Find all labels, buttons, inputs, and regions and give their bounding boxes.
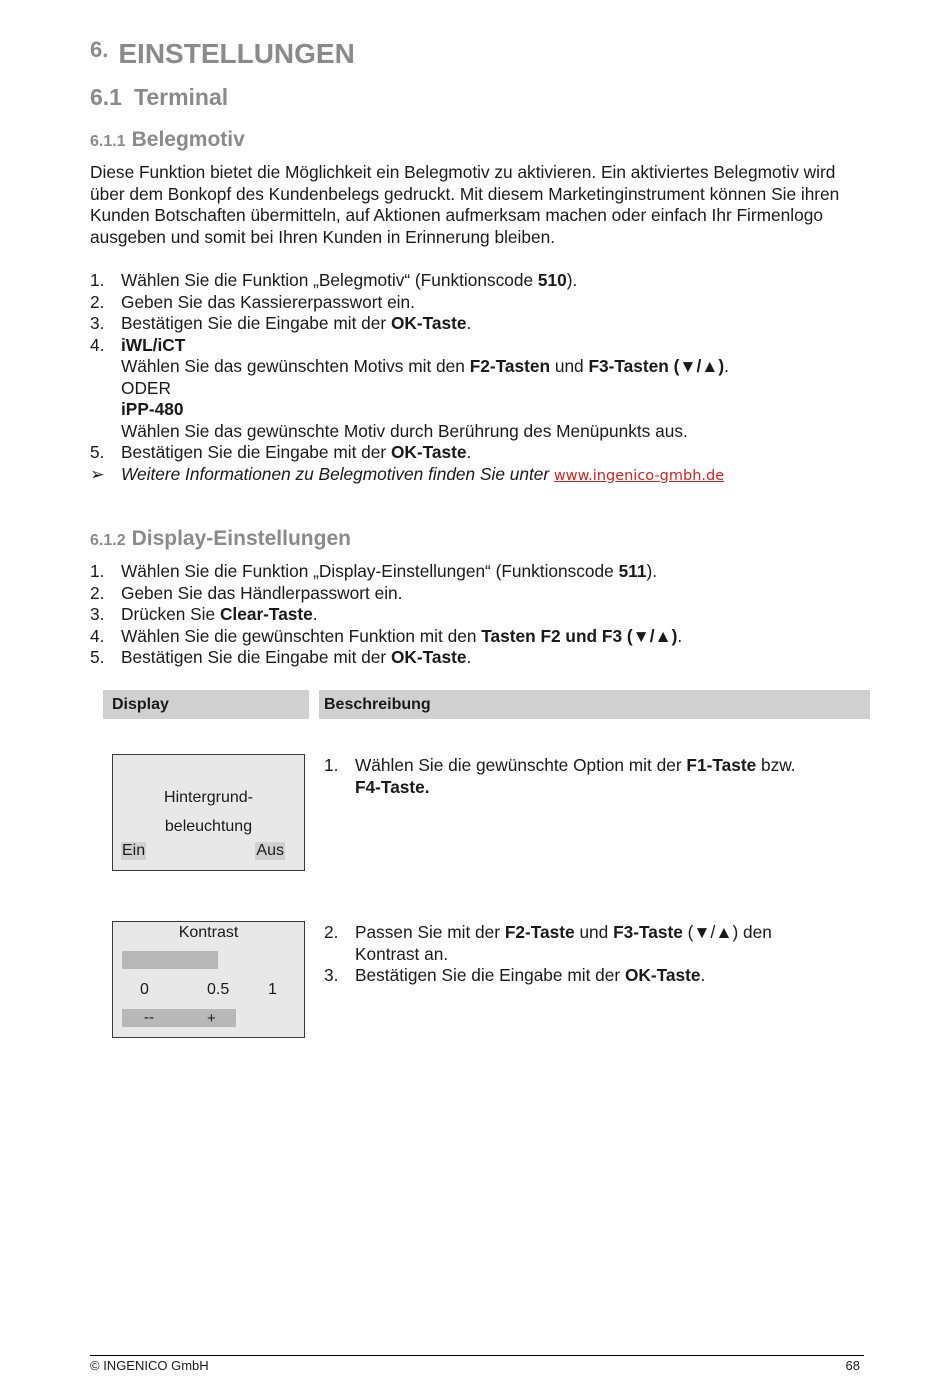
step-number: 4. xyxy=(90,625,105,646)
step-number: 3. xyxy=(90,604,105,624)
step-text-end: . xyxy=(466,647,472,667)
key-name: OK-Taste xyxy=(390,442,467,462)
plus-key-button[interactable]: + xyxy=(207,1010,216,1027)
screen-title-line2: beleuchtung xyxy=(164,818,253,835)
key-name: F2-Taste xyxy=(504,922,575,942)
contrast-level-bar xyxy=(122,951,218,969)
key-name: F1-Taste xyxy=(686,755,757,775)
subsection-heading-display xyxy=(90,527,351,551)
list-item xyxy=(90,604,870,626)
step-text: Wählen Sie die Funktion „Display-Einstellungen“ (Funktionscode xyxy=(121,561,619,581)
step-number: 5. xyxy=(90,647,105,667)
chapter-title: EINSTELLUNGEN xyxy=(118,38,355,69)
scale-max-label: 1 xyxy=(268,981,277,998)
section-title: Terminal xyxy=(133,84,229,110)
step-text: Passen Sie mit der xyxy=(355,922,505,942)
step-number: 1. xyxy=(324,755,339,775)
list-item xyxy=(90,270,870,292)
option-on-button[interactable]: Ein xyxy=(122,842,146,859)
subsection-number: 6.1.2 xyxy=(90,532,126,549)
step-number: 2. xyxy=(324,922,339,942)
step-number: 2. xyxy=(90,291,105,312)
step-number: 2. xyxy=(90,582,105,603)
key-name: OK-Taste xyxy=(624,965,701,985)
step-number: 3. xyxy=(324,965,339,985)
device-name: iWL/iCT xyxy=(121,334,186,355)
step-text: Wählen Sie das gewünschten Motivs mit den xyxy=(121,356,470,376)
list-item xyxy=(90,561,870,583)
key-name: F3-Tasten (▼/▲) xyxy=(588,356,725,376)
footer-divider xyxy=(90,1355,864,1356)
chapter-heading xyxy=(90,38,355,70)
list-item xyxy=(90,626,870,648)
contrast-title: Kontrast xyxy=(178,924,239,941)
step-text: Geben Sie das Händlerpasswort ein. xyxy=(121,582,403,603)
key-name: Tasten F2 und F3 (▼/▲) xyxy=(481,625,678,646)
step-text-end: . xyxy=(466,442,472,462)
step-text-end: . xyxy=(700,965,706,985)
step-number: 1. xyxy=(90,561,105,581)
list-item xyxy=(90,647,870,669)
step-number: 1. xyxy=(90,270,105,290)
step-text: Wählen Sie die gewünschten Funktion mit den xyxy=(121,625,482,646)
list-item xyxy=(324,755,864,798)
note-text: Weitere Informationen zu Belegmotiven finden Sie unter xyxy=(121,463,554,484)
website-link[interactable]: www.ingenico-gmbh.de xyxy=(553,467,725,484)
belegmotiv-intro: Diese Funktion bietet die Möglichkeit ein Belegmotiv zu aktivieren. Ein aktiviertes Belegmotiv wird über dem Bonkopf des Kundenbelegs gedruckt. Mit diesem Marketinginstrument können Sie ihren Kunden Botschaften übermitteln, auf Aktionen aufmerksam machen oder einfach Ihr Firmenlogo ausgeben und somit bei Ihren Kunden in Erinnerung bleiben. xyxy=(90,162,840,247)
list-item xyxy=(90,442,870,464)
subsection-heading-belegmotiv xyxy=(90,128,245,152)
step-text-end: ). xyxy=(566,270,578,290)
footer-copyright: © INGENICO GmbH xyxy=(90,1358,209,1373)
subsection-title: Display-Einstellungen xyxy=(131,527,351,550)
list-item xyxy=(324,922,864,965)
row1-description xyxy=(324,755,864,798)
contrast-screen xyxy=(112,921,305,1038)
key-name: Clear-Taste xyxy=(219,604,313,624)
screen-title-line1: Hintergrund- xyxy=(164,789,253,806)
belegmotiv-steps xyxy=(90,270,870,487)
option-off-button[interactable]: Aus xyxy=(256,842,284,859)
chapter-number: 6. xyxy=(90,37,109,62)
key-name: F4-Taste. xyxy=(355,776,430,797)
step-text-end: . xyxy=(677,625,683,646)
step-number: 3. xyxy=(90,313,105,333)
info-note xyxy=(90,464,870,488)
display-steps xyxy=(90,561,870,669)
table-header-display: Display xyxy=(103,690,309,719)
list-item xyxy=(324,965,864,987)
step-text: Geben Sie das Kassiererpasswort ein. xyxy=(121,291,415,312)
step-text: Bestätigen Sie die Eingabe mit der xyxy=(121,647,391,667)
list-item xyxy=(90,313,870,335)
list-item xyxy=(90,292,870,314)
or-label: ODER xyxy=(121,377,171,398)
key-name: F3-Taste xyxy=(613,922,683,942)
step-text: Bestätigen Sie die Eingabe mit der xyxy=(121,313,391,333)
arrow-bullet-icon: ➢ xyxy=(90,463,105,484)
step-text-end: . xyxy=(724,356,729,376)
step-text-end: . xyxy=(312,604,318,624)
step-text: Wählen Sie die gewünschte Option mit der xyxy=(355,755,687,775)
row2-description xyxy=(324,922,864,987)
step-text: (▼/▲) den xyxy=(682,922,772,942)
step-text: und xyxy=(550,356,589,376)
backlight-screen xyxy=(112,754,305,871)
scale-min-label: 0 xyxy=(140,981,149,998)
list-item xyxy=(90,583,870,605)
step-text-end: Kontrast an. xyxy=(355,943,449,964)
step-text: Wählen Sie das gewünschte Motiv durch Berührung des Menüpunkts aus. xyxy=(121,420,688,441)
step-number: 5. xyxy=(90,442,105,462)
scale-mid-label: 0.5 xyxy=(207,981,230,998)
function-code: 511 xyxy=(618,561,647,581)
step-text-end: . xyxy=(466,313,472,333)
step-text: Bestätigen Sie die Eingabe mit der xyxy=(355,965,625,985)
step-text: Bestätigen Sie die Eingabe mit der xyxy=(121,442,391,462)
device-name: iPP-480 xyxy=(121,399,184,419)
subsection-title: Belegmotiv xyxy=(131,128,245,151)
key-name: OK-Taste xyxy=(390,647,467,667)
page-number: 68 xyxy=(845,1358,860,1373)
section-number: 6.1 xyxy=(90,84,122,110)
function-code: 510 xyxy=(537,270,567,290)
key-name: F2-Tasten xyxy=(469,356,551,376)
step-text: und xyxy=(574,922,614,942)
contrast-key-bar xyxy=(122,1009,236,1027)
step-text: bzw. xyxy=(756,755,796,775)
subsection-number: 6.1.1 xyxy=(90,133,126,150)
step-text: Wählen Sie die Funktion „Belegmotiv“ (Funktionscode xyxy=(121,270,538,290)
step-text-end: ). xyxy=(646,561,658,581)
list-item xyxy=(90,335,870,443)
table-header-description: Beschreibung xyxy=(319,690,870,719)
minus-key-button[interactable]: -- xyxy=(144,1009,154,1026)
step-text: Drücken Sie xyxy=(121,604,220,624)
step-number: 4. xyxy=(90,334,105,355)
section-heading xyxy=(90,84,228,111)
key-name: OK-Taste xyxy=(390,313,467,333)
